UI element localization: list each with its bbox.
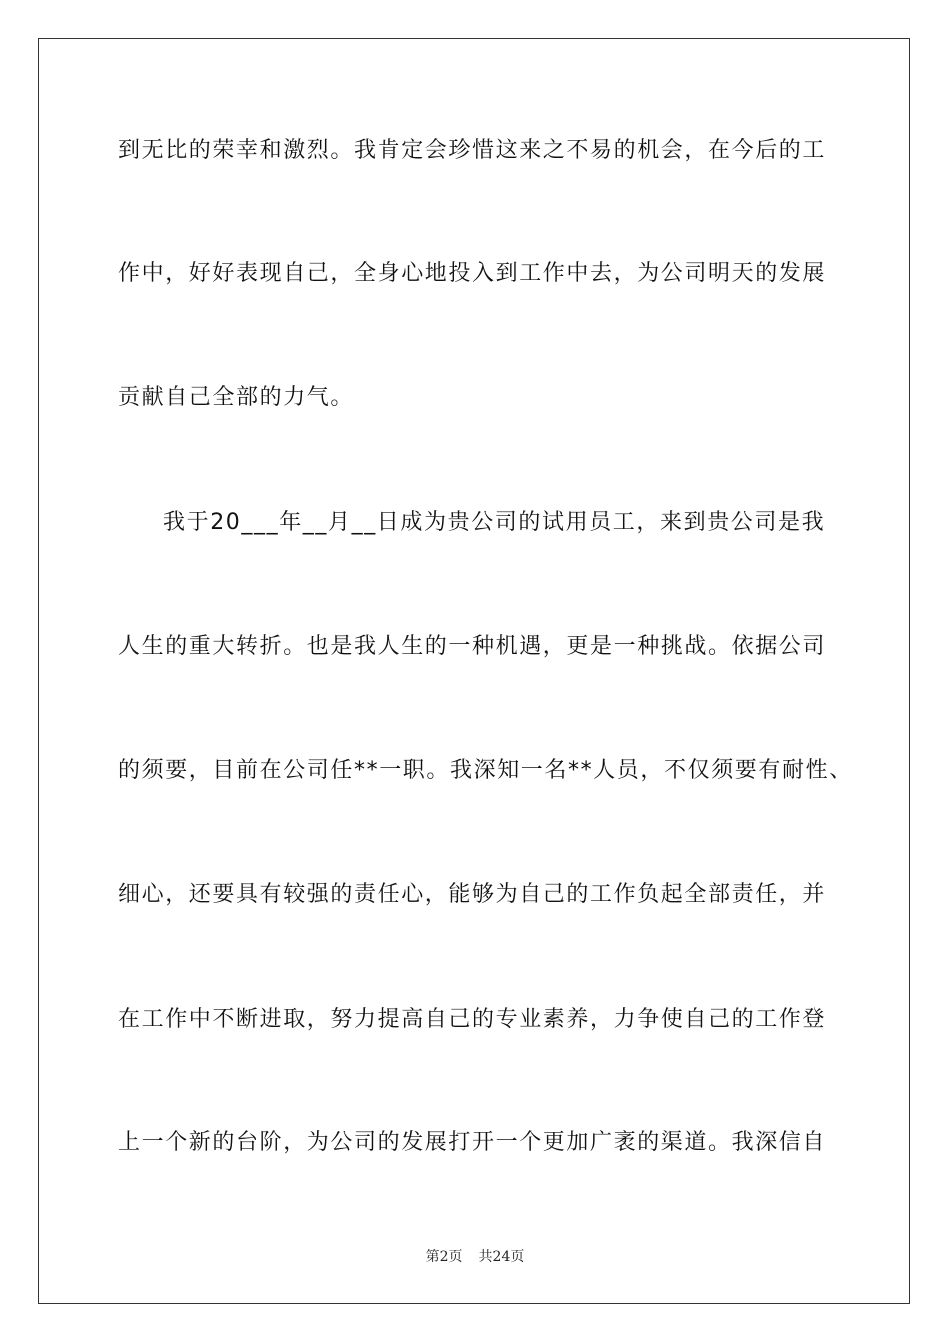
page-footer [0,1246,950,1266]
text-line-2: 作中，好好表现自己，全身心地投入到工作中去，为公司明天的发展 [118,261,827,286]
text-line-6: 的须要，目前在公司任**一职。我深知一名**人员，不仅须要有耐性、 [118,758,853,783]
page-number: 第2页 [425,1249,463,1265]
text-line-8: 在工作中不断进取，努力提高自己的专业素养，力争使自己的工作登 [118,1007,827,1032]
text-line-1: 到无比的荣幸和激烈。我肯定会珍惜这来之不易的机会，在今后的工 [118,138,827,163]
page-total: 共24页 [478,1249,525,1265]
text-line-7: 细心，还要具有较强的责任心，能够为自己的工作负起全部责任，并 [118,882,827,907]
text-line-4: 我于20___年__月__日成为贵公司的试用员工，来到贵公司是我 [163,510,826,535]
text-line-9: 上一个新的台阶，为公司的发展打开一个更加广袤的渠道。我深信自 [118,1130,827,1155]
text-line-3: 贡献自己全部的力气。 [118,385,355,410]
text-line-5: 人生的重大转折。也是我人生的一种机遇，更是一种挑战。依据公司 [118,634,827,659]
page-border [38,38,910,1304]
